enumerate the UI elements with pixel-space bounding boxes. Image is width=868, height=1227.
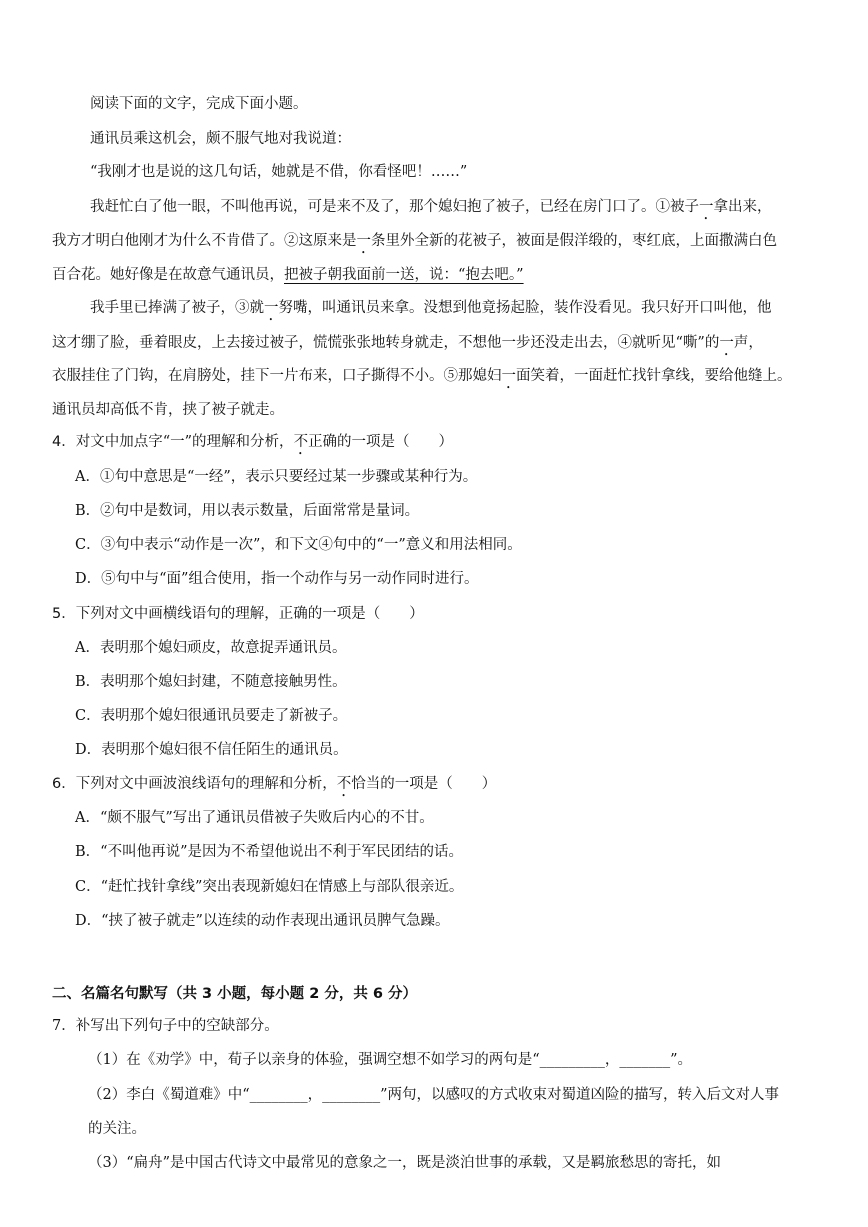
passage-paragraph-4-line-1 [90,298,816,324]
question-4-option-a[interactable]: A．①句中意思是“一经”，表示只要经过某一步骤或某种行为。 [75,469,478,485]
section-2-heading: 二、名篇名句默写（共 3 小题，每小题 2 分，共 6 分） [52,986,418,1002]
text-segment: 我方才明白他刚才为什么不肯借了。②这原来是 [52,233,357,249]
passage-paragraph-1: 通讯员乘这机会，颇不服气地对我说道： [90,131,351,147]
question-number: 4． [52,434,76,450]
text-segment: 我手里已捧满了被子，③就 [90,300,264,316]
question-4-option-b[interactable]: B．②句中是数词，用以表示数量，后面常常是量词。 [75,503,420,519]
text-segment: 面笑着，一面赶忙找针拿线，要给他缝上。 [516,368,792,384]
question-5-option-d[interactable]: D．表明那个媳妇很不信任陌生的通讯员。 [75,742,348,758]
text-segment: 下列对文中画波浪线语句的理解和分析， [75,776,337,792]
question-4-option-c[interactable]: C．③句中表示“动作是一次”，和下文④句中的“一”意义和用法相同。 [75,537,522,553]
dotted-character-5: 一 [501,368,516,384]
dotted-character: 不 [336,776,352,792]
question-5-option-a[interactable]: A．表明那个媳妇顽皮，故意捉弄通讯员。 [75,640,347,656]
dotted-character-4: 一 [719,335,734,351]
question-number: 6． [52,776,76,792]
question-7-stem: 7．补写出下列句子中的空缺部分。 [52,1018,279,1034]
text-segment: 声， [733,335,763,351]
question-5-stem [52,604,816,624]
question-5-option-c[interactable]: C．表明那个媳妇很通讯员要走了新被子。 [75,708,348,724]
text-segment: 衣服挂住了门钩，在肩膀处，挂下一片布来，口子撕得不小。⑤那媳妇 [52,368,502,384]
passage-paragraph-2: “我刚才也是说的这几句话，她就是不借，你看怪吧！……” [90,164,468,180]
question-6-option-c[interactable]: C．“赶忙找针拿线”突出表现新媳妇在情感上与部队很亲近。 [75,879,464,895]
passage-paragraph-4-line-3 [52,366,816,392]
passage-paragraph-4-line-4: 通讯员却高低不肯，挟了被子就走。 [52,402,284,418]
dotted-character-1: 一 [699,199,714,215]
question-7-sub-3: （3）“扁舟”是中国古代诗文中最常见的意象之一，既是淡泊世事的承载，又是羁旅愁思的寄托，如 [88,1155,722,1171]
question-7-sub-2-cont: 的关注。 [88,1121,146,1137]
passage-paragraph-3-line-3 [52,265,816,285]
text-segment: 我赶忙白了他一眼，不叫他再说，可是来不及了，那个媳妇抱了被子，已经在房门口了。①被子 [90,199,699,215]
text-segment: 对文中加点字“一”的理解和分析， [75,434,294,450]
question-number: 5． [52,606,76,622]
dotted-character-2: 一 [356,233,371,249]
text-segment: 正确的一项是（ ） [308,434,454,450]
question-7-sub-1: （1）在《劝学》中，荀子以亲身的体验，强调空想不如学习的两句是“_________，_______”。 [88,1052,693,1068]
question-5-option-b[interactable]: B．表明那个媳妇封建，不随意接触男性。 [75,674,347,690]
text-segment: 下列对文中画横线语句的理解，正确的一项是（ ） [75,606,424,622]
question-7-sub-2: （2）李白《蜀道难》中“________，________”两句，以感叹的方式收束对蜀道凶险的描写，转入后文对人事 [88,1087,780,1103]
passage-paragraph-3-line-1 [90,197,816,223]
text-segment: 恰当的一项是（ ） [351,776,497,792]
underlined-sentence: 把被子朝我面前一送，说：“抱去吧。” [284,267,524,283]
dotted-character-3: 一 [264,300,279,316]
dotted-character: 不 [293,434,309,450]
text-segment: 百合花。她好像是在故意气通讯员， [52,267,284,283]
text-segment: 这才绷了脸，垂着眼皮，上去接过被子，慌慌张张地转身就走，不想他一步还没走出去，④就听见“嘶”的 [52,335,720,351]
passage-paragraph-3-line-2 [52,231,816,257]
text-segment: 拿出来， [713,199,772,215]
question-6-option-a[interactable]: A．“颇不服气”写出了通讯员借被子失败后内心的不甘。 [75,810,434,826]
question-4-option-d[interactable]: D．⑤句中与“面”组合使用，指一个动作与另一动作同时进行。 [75,571,479,587]
text-segment: 努嘴，叫通讯员来拿。没想到他竟扬起脸，装作没看见。我只好开口叫他，他 [278,300,772,316]
question-4-stem [52,432,816,458]
text-segment: 条里外全新的花被子，被面是假洋缎的，枣红底，上面撒满白色 [371,233,777,249]
question-6-option-d[interactable]: D．“挟了被子就走”以连续的动作表现出通讯员脾气急躁。 [75,913,450,929]
passage-paragraph-4-line-2 [52,333,816,359]
question-6-option-b[interactable]: B．“不叫他再说”是因为不希望他说出不利于军民团结的话。 [75,844,463,860]
question-6-stem [52,774,816,800]
reading-instruction: 阅读下面的文字，完成下面小题。 [90,96,308,112]
